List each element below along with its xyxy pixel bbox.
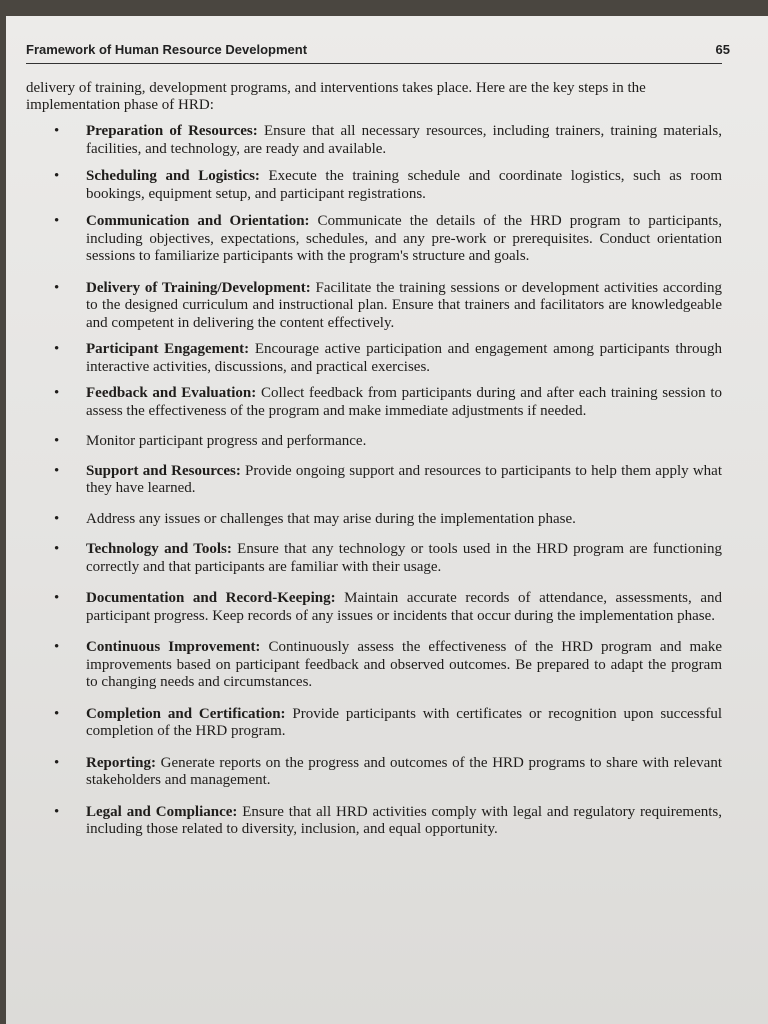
list-item — [26, 541, 722, 576]
bullet-icon: • — [54, 510, 60, 527]
step-text: Facilitate the training sessions or development activities according to the designed curriculum and instructional plan. Ensure that trainers and facilitators are knowledgeable and competent in delivering the content effectively. — [86, 279, 722, 331]
step-term: Continuous Improvement: — [86, 639, 261, 655]
step-text: Encourage active participation and engagement among participants through interactive activities, discussions, and practical exercises. — [86, 341, 722, 375]
step-text: Generate reports on the progress and outcomes of the HRD programs to share with relevant stakeholders and management. — [86, 754, 722, 788]
list-item — [26, 590, 722, 625]
bullet-icon: • — [54, 341, 60, 357]
step-text: Monitor participant progress and performance. — [86, 433, 367, 449]
list-item — [26, 385, 722, 420]
step-text: Ensure that all HRD activities comply with legal and regulatory requirements, including those related to diversity, inclusion, and equal opportunity. — [86, 803, 722, 837]
bullet-icon: • — [54, 590, 60, 606]
step-term: Completion and Certification: — [86, 705, 286, 722]
page-body — [26, 80, 722, 839]
implementation-steps-list — [26, 123, 722, 839]
step-term: Preparation of Resources: — [86, 123, 258, 139]
step-text: Provide participants with certificates or recognition upon successful completion of the HRD program. — [86, 705, 722, 739]
step-term: Support and Resources: — [86, 462, 241, 479]
list-item — [26, 639, 722, 692]
list-item — [26, 463, 722, 498]
bullet-icon: • — [54, 639, 60, 655]
step-term: Technology and Tools: — [86, 541, 232, 557]
chapter-title: Framework of Human Resource Development — [26, 42, 308, 57]
bullet-icon: • — [54, 385, 60, 401]
step-term: Delivery of Training/Development: — [86, 279, 311, 296]
step-text: Continuously assess the effectiveness of the HRD program and make improvements based on participant feedback and observed outcomes. Be prepared to adapt the program to changing needs and circumstances. — [86, 639, 722, 690]
step-text: Ensure that any technology or tools used in the HRD program are functioning correctly and that participants are familiar with their usage. — [86, 541, 722, 575]
step-text: Address any issues or challenges that may arise during the implementation phase. — [86, 510, 576, 527]
bullet-icon: • — [54, 279, 60, 296]
step-text: Ensure that all necessary resources, including trainers, training materials, facilities, and technology, are ready and available. — [86, 123, 722, 157]
bullet-icon: • — [54, 705, 60, 722]
bullet-icon: • — [54, 462, 60, 479]
step-term: Reporting: — [86, 754, 156, 771]
bullet-icon: • — [54, 541, 60, 557]
step-text: Execute the training schedule and coordinate logistics, such as room bookings, equipment setup, and participant registrations. — [86, 168, 722, 202]
step-text: Collect feedback from participants during and after each training session to assess the effectiveness of the program and make immediate adjustments if needed. — [86, 385, 722, 419]
step-term: Legal and Compliance: — [86, 803, 238, 820]
list-item — [26, 213, 722, 266]
step-term: Participant Engagement: — [86, 341, 250, 357]
list-item — [26, 168, 722, 203]
step-text: Provide ongoing support and resources to participants to help them apply what they have learned. — [86, 462, 722, 496]
list-item — [26, 755, 722, 790]
bullet-icon: • — [54, 168, 60, 184]
list-item — [26, 123, 722, 158]
step-term: Communication and Orientation: — [86, 213, 310, 229]
intro-paragraph: delivery of training, development programs, and interventions takes place. Here are the key steps in the implementation phase of HRD: — [26, 80, 646, 113]
list-item — [26, 341, 722, 376]
step-term: Scheduling and Logistics: — [86, 168, 260, 184]
step-term: Feedback and Evaluation: — [86, 385, 257, 401]
page-number: 65 — [715, 42, 730, 57]
bullet-icon: • — [54, 803, 60, 820]
bullet-icon: • — [54, 123, 60, 139]
list-item — [26, 804, 722, 839]
bullet-icon: • — [54, 754, 60, 771]
list-item — [26, 433, 722, 451]
book-page — [6, 16, 768, 1024]
bullet-icon: • — [54, 433, 60, 449]
list-item — [26, 280, 722, 333]
running-header — [26, 42, 730, 64]
bullet-icon: • — [54, 213, 60, 229]
step-text: Communicate the details of the HRD program to participants, including objectives, expectations, schedules, and any pre-work or prerequisites. Conduct orientation sessions to familiarize participants with the program's structure and goals. — [86, 213, 723, 264]
step-term: Documentation and Record-Keeping: — [86, 590, 336, 606]
step-text: Maintain accurate records of attendance, assessments, and participant progress. Keep records of any issues or incidents that occur during the implementation phase. — [86, 590, 722, 624]
list-item — [26, 511, 722, 529]
list-item — [26, 706, 722, 741]
